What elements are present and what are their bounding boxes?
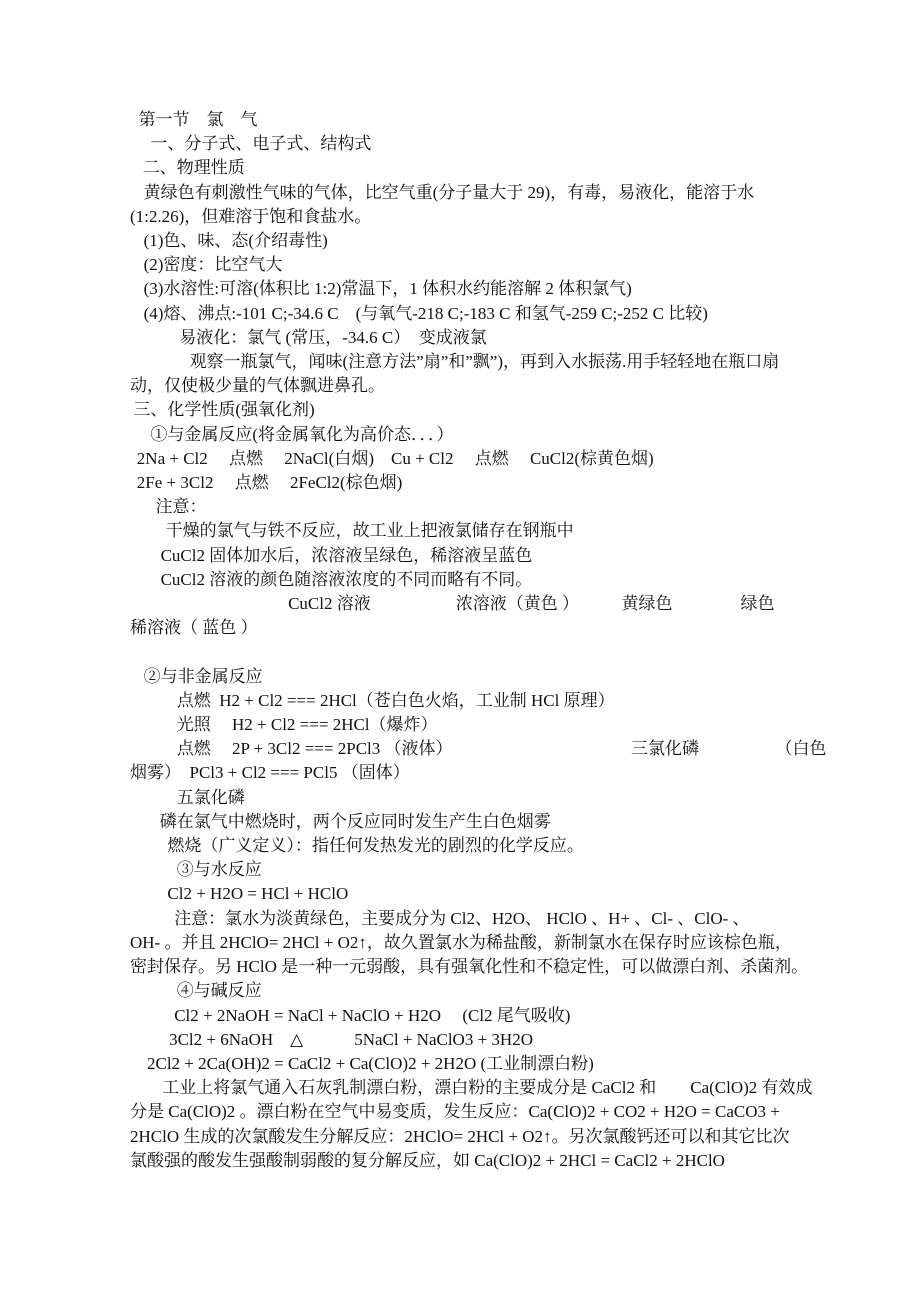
text-line: CuCl2 溶液 浓溶液（黄色 ） 黄绿色 绿色: [288, 594, 775, 614]
text-line: 点燃 H2 + Cl2 === 2HCl（苍白色火焰，工业制 HCl 原理）: [176, 690, 615, 710]
text-line: 注意：氯水为淡黄绿色，主要成分为 Cl2、H2O、 HClO 、H+ 、Cl- 、ClO- 、: [174, 908, 750, 928]
text-line: 一、分子式、电子式、结构式: [150, 134, 372, 154]
text-line: 动，仅使极少量的气体飘进鼻孔。: [130, 376, 385, 396]
text-line: 分是 Ca(ClO)2 。漂白粉在空气中易变质，发生反应：Ca(ClO)2 + CO2 + H2O = CaCO3 +: [130, 1102, 780, 1122]
text-line: 2Na + Cl2 点燃 2NaCl(白烟) Cu + Cl2 点燃 CuCl2(棕黄色烟): [136, 448, 654, 468]
text-line: 2Cl2 + 2Ca(OH)2 = CaCl2 + Ca(ClO)2 + 2H2O (工业制漂白粉): [147, 1053, 594, 1073]
text-line: ①与金属反应(将金属氧化为高价态．．．）: [150, 424, 454, 444]
blank-line: [130, 640, 798, 664]
text-line: 磷在氯气中燃烧时，两个反应同时发生产生白色烟雾: [159, 811, 551, 831]
text-line: Cl2 + H2O = HCl + HClO: [167, 884, 349, 904]
text-line: 易液化：氯气 (常压，-34.6 C） 变成液氯: [179, 327, 487, 347]
text-line: 黄绿色有刺激性气味的气体，比空气重(分子量大于 29)，有毒，易液化，能溶于水: [143, 182, 755, 202]
text-line: 2HClO 生成的次氯酸发生分解反应：2HClO= 2HCl + O2↑。另次氯酸钙还可以和其它比次: [130, 1126, 790, 1146]
document-text-body: [130, 108, 827, 1173]
text-line: 3Cl2 + 6NaOH △ 5NaCl + NaClO3 + 3H2O: [169, 1029, 533, 1049]
text-line: ②与非金属反应: [143, 666, 263, 686]
text-line: 氯酸强的酸发生强酸制弱酸的复分解反应，如 Ca(ClO)2 + 2HCl = CaCl2 + 2HClO: [130, 1150, 725, 1170]
text-line: 干燥的氯气与铁不反应，故工业上把液氯储存在钢瓶中: [165, 521, 574, 541]
text-line: 稀溶液（ 蓝色 ）: [130, 618, 258, 638]
text-line: Cl2 + 2NaOH = NaCl + NaClO + H2O (Cl2 尾气吸收): [174, 1005, 571, 1025]
text-line: 五氯化磷: [176, 787, 245, 807]
text-line: 2Fe + 3Cl2 点燃 2FeCl2(棕色烟): [136, 473, 403, 493]
text-line: 三、化学性质(强氧化剂): [133, 400, 315, 420]
text-line: 点燃 2P + 3Cl2 === 2PCl3 （液体） 三氯化磷 （白色: [176, 739, 827, 759]
text-line: 工业上将氯气通入石灰乳制漂白粉，漂白粉的主要成分是 CaCl2 和 Ca(ClO)2 有效成: [162, 1078, 813, 1098]
text-line: OH- 。并且 2HClO= 2HCl + O2↑，故久置氯水为稀盐酸，新制氯水在保存时应该棕色瓶，: [130, 932, 792, 952]
text-line: 烟雾） PCl3 + Cl2 === PCl5 （固体）: [130, 763, 410, 783]
text-line: (1)色、味、态(介绍毒性): [143, 231, 328, 251]
text-line: 第一节 氯 气: [138, 110, 258, 129]
text-line: 观察一瓶氯气，闻味(注意方法”扇”和”飘”)，再到入水振荡.用手轻轻地在瓶口扇: [189, 352, 780, 372]
text-line: (1:2.26)，但难溶于饱和食盐水。: [130, 206, 372, 226]
text-line: (2)密度：比空气大: [143, 255, 283, 275]
text-line: 注意：: [155, 497, 207, 517]
text-line: 燃烧（广义定义）：指任何发热发光的剧烈的化学反应。: [167, 836, 584, 856]
text-line: (4)熔、沸点:-101 C;-34.6 C (与氧气-218 C;-183 C 和氢气-259 C;-252 C 比较): [143, 303, 708, 323]
text-line: 密封保存。另 HClO 是一种一元弱酸，具有强氧化性和不稳定性，可以做漂白剂、杀菌剂。: [130, 957, 809, 977]
text-line: ④与碱反应: [176, 981, 262, 1001]
text-line: CuCl2 溶液的颜色随溶液浓度的不同而略有不同。: [160, 569, 533, 589]
text-line: (3)水溶性:可溶(体积比 1:2)常温下，1 体积水约能溶解 2 体积氯气): [143, 279, 632, 299]
text-line: ③与水反应: [176, 860, 262, 880]
text-line: 光照 H2 + Cl2 === 2HCl（爆炸）: [176, 715, 438, 735]
text-line: 二、物理性质: [142, 158, 245, 178]
text-line: CuCl2 固体加水后，浓溶液呈绿色，稀溶液呈蓝色: [160, 545, 533, 565]
